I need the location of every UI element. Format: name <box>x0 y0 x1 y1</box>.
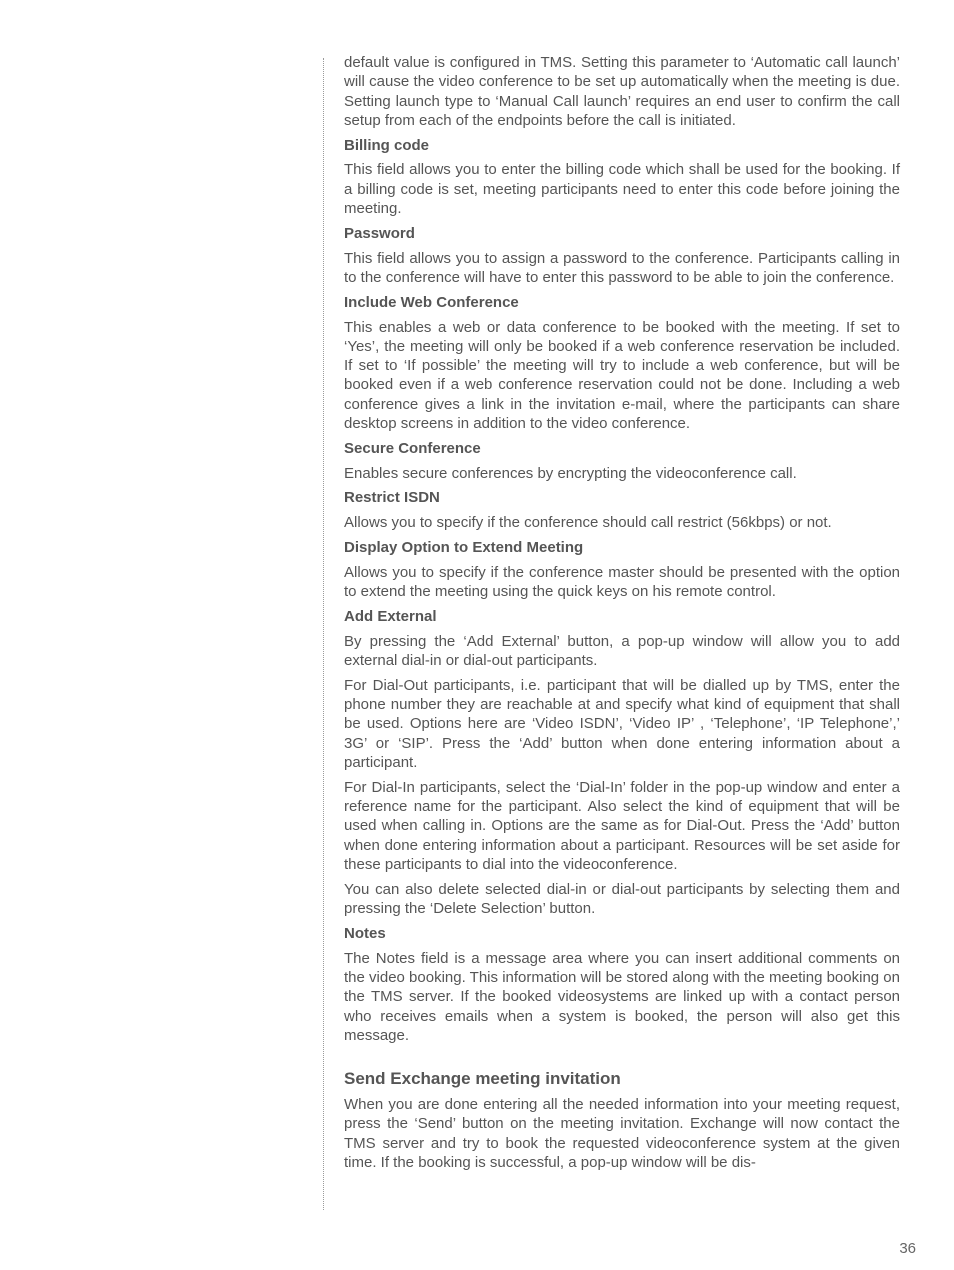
web-conference-heading: Include Web Conference <box>344 293 519 311</box>
send-invitation-heading: Send Exchange meeting invitation <box>344 1069 621 1089</box>
send-invitation-paragraph: When you are done entering all the needed information into your meeting request, press the ‘Send’ button on the meeting invitation. Exchange will now contact the TMS server and try to book the requested videoconference system at the given time. If the booking is successful, a pop-up window will be dis- <box>344 1096 900 1172</box>
extend-meeting-paragraph: Allows you to specify if the conference master should be presented with the option to extend the meeting using the quick keys on his remote control. <box>344 563 900 601</box>
password-heading: Password <box>344 224 415 242</box>
web-conference-paragraph: This enables a web or data conference to be booked with the meeting. If set to ‘Yes’, the meeting will only be booked if a web conference reservation be included. If set to ‘If possible’ the meeting will try to include a web conference, but will be booked even if a web conference reservation could not be done. Including a web conference gives a link in the invitation e-mail, where the participants can share desktop screens in addition to the video conference. <box>344 318 900 433</box>
billing-code-paragraph: This field allows you to enter the billing code which shall be used for the booking. If a billing code is set, meeting participants need to enter this code before joining the meeting. <box>344 161 900 218</box>
extend-meeting-heading: Display Option to Extend Meeting <box>344 539 584 557</box>
password-paragraph: This field allows you to assign a password to the conference. Participants calling in to the conference will have to enter this password to be able to join the conference. <box>344 249 900 286</box>
restrict-isdn-paragraph: Allows you to specify if the conference should call restrict (56kbps) or not. <box>344 514 832 532</box>
add-external-paragraph-4: You can also delete selected dial-in or dial-out participants by selecting them and pressing the ‘Delete Selection’ button. <box>344 880 900 918</box>
add-external-paragraph-2: For Dial-Out participants, i.e. participant that will be dialled up by TMS, enter the phone number they are reachable at and specify what kind of equipment that shall be used. Options here are ‘Video ISDN’, ‘Video IP’ , ‘Telephone’, ‘IP Telephone’,’ 3G’ or ‘SIP’. Press the ‘Add’ button when done entering information about a participant. <box>344 676 900 771</box>
add-external-heading: Add External <box>344 607 437 625</box>
margin-dotted-rule <box>323 58 324 1210</box>
document-body <box>344 53 900 1178</box>
page-number: 36 <box>899 1240 916 1257</box>
notes-paragraph: The Notes field is a message area where you can insert additional comments on the video booking. This information will be stored along with the meeting booking on the TMS server. If the booked videosystems are linked up with a contact person who receives emails when a system is booked, the person will also get this message. <box>344 949 900 1044</box>
intro-paragraph: default value is configured in TMS. Setting this parameter to ‘Automatic call launch’ will cause the video conference to be set up automatically when the meeting is due. Setting launch type to ‘Manual Call launch’ requires an end user to confirm the call setup from each of the endpoints before the call is initiated. <box>344 54 900 129</box>
add-external-paragraph-3: For Dial-In participants, select the ‘Dial-In’ folder in the pop-up window and enter a reference name for the participant. Also select the kind of equipment that will be used when calling in. Options are the same as for Dial-Out. Press the ‘Add’ button when done entering information about a participant. Resources will be set aside for these participants to dial into the videoconference. <box>344 778 900 873</box>
restrict-isdn-heading: Restrict ISDN <box>344 489 440 507</box>
billing-code-heading: Billing code <box>344 136 430 154</box>
secure-conference-paragraph: Enables secure conferences by encrypting the videoconference call. <box>344 464 797 482</box>
notes-heading: Notes <box>344 924 386 942</box>
secure-conference-heading: Secure Conference <box>344 439 481 457</box>
add-external-paragraph-1: By pressing the ‘Add External’ button, a pop-up window will allow you to add external dial-in or dial-out participants. <box>344 632 900 670</box>
